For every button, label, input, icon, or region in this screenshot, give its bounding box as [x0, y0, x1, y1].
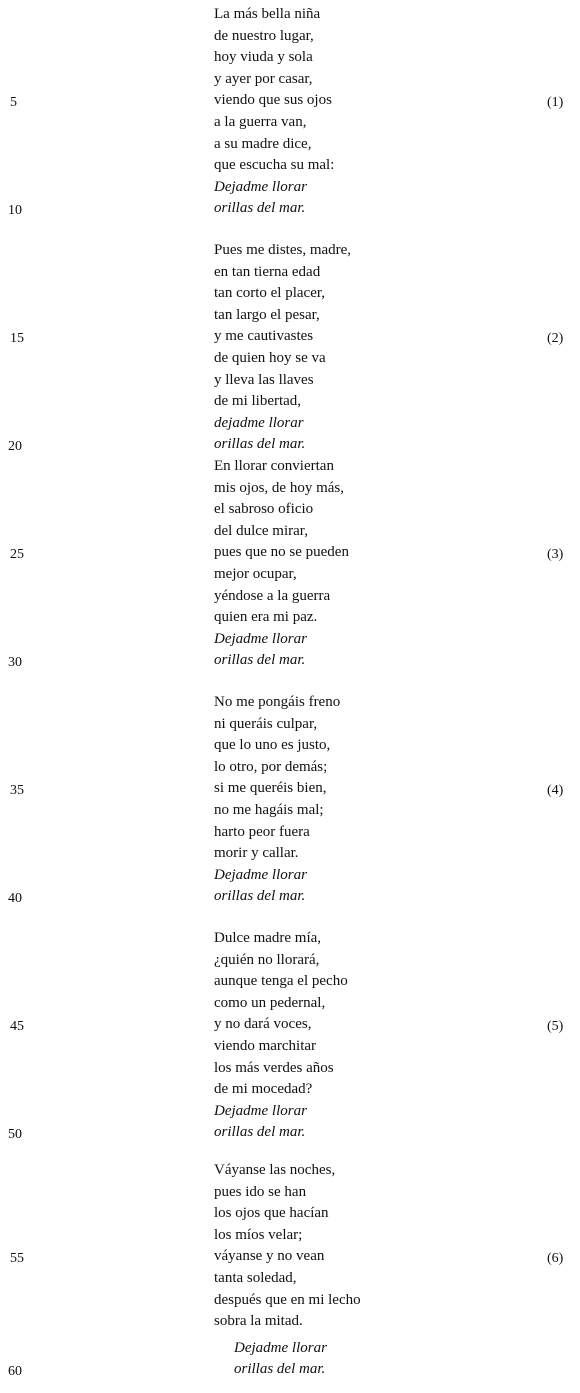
stanza-marker: (3)	[547, 547, 564, 563]
line-number: 5	[10, 95, 17, 111]
stanza-marker: (1)	[547, 95, 564, 111]
line-number: 30	[8, 655, 22, 671]
verse-line: no me hagáis mal;	[214, 802, 324, 818]
line-number: 25	[10, 547, 24, 563]
verse-line: y me cautivastes	[214, 328, 314, 345]
verse-line: tan largo el pesar,	[214, 306, 320, 323]
verse-line: en tan tierna edad	[214, 263, 321, 280]
line-number: 55	[10, 1251, 24, 1267]
stanza-marker: (5)	[547, 1019, 564, 1035]
verse-line: tan corto el placer,	[214, 285, 326, 302]
refrain-line: Dejadme llorar	[214, 866, 307, 883]
refrain-line: orillas del mar.	[214, 1124, 306, 1141]
verse-line: después que en mi lecho	[214, 1291, 361, 1308]
verse-line: de mi mocedad?	[214, 1081, 313, 1098]
line-number: 40	[8, 891, 22, 907]
line-number: 45	[10, 1019, 24, 1035]
line-number: 50	[8, 1127, 22, 1143]
refrain-line: Dejadme llorar	[234, 1340, 327, 1356]
verse-line: mis ojos, de hoy más,	[214, 479, 344, 496]
verse-line: que escucha su mal:	[214, 157, 335, 174]
verse-line: morir y callar.	[214, 845, 299, 862]
refrain-line: Dejadme llorar	[214, 630, 307, 647]
refrain-line: orillas del mar.	[214, 200, 306, 217]
verse-line: a su madre dice,	[214, 135, 312, 152]
verse-line: que lo uno es justo,	[214, 737, 331, 754]
verse-line: ¿quién no llorará,	[214, 951, 320, 968]
refrain-line: dejadme llorar	[214, 414, 304, 431]
line-number: 15	[10, 331, 24, 347]
verse-line: Pues me distes, madre,	[214, 242, 352, 258]
verse-line: quien era mi paz.	[214, 609, 318, 626]
line-number: 10	[8, 203, 22, 219]
refrain-line: orillas del mar.	[214, 652, 306, 669]
verse-line: Dulce madre mía,	[214, 930, 322, 946]
verse-line: a la guerra van,	[214, 114, 307, 130]
stanza-marker: (6)	[547, 1251, 564, 1267]
refrain-line: orillas del mar.	[234, 1361, 326, 1377]
verse-line: de mi libertad,	[214, 393, 302, 410]
verse-line: viendo que sus ojos	[214, 92, 332, 109]
verse-line: La más bella niña	[214, 6, 321, 22]
verse-line: de nuestro lugar,	[214, 27, 314, 44]
verse-line: sobra la mitad.	[214, 1313, 303, 1330]
verse-line: y no dará voces,	[214, 1016, 312, 1033]
verse-line: pues ido se han	[214, 1183, 307, 1200]
verse-line: de quien hoy se va	[214, 350, 326, 366]
verse-line: como un pedernal,	[214, 994, 326, 1011]
line-number: 20	[8, 439, 22, 455]
verse-line: lo otro, por demás;	[214, 758, 328, 775]
verse-line: En llorar conviertan	[214, 458, 334, 474]
verse-line: viendo marchitar	[214, 1038, 317, 1054]
verse-line: ni queráis culpar,	[214, 715, 318, 732]
verse-line: váyanse y no vean	[214, 1248, 325, 1265]
verse-line: el sabroso oficio	[214, 501, 314, 518]
verse-line: yéndose a la guerra	[214, 587, 331, 604]
verse-line: aunque tenga el pecho	[214, 973, 348, 990]
verse-line: harto peor fuera	[214, 823, 310, 840]
verse-line: los míos velar;	[214, 1226, 303, 1243]
verse-line: y ayer por casar,	[214, 70, 313, 87]
line-number: 35	[10, 783, 24, 799]
verse-line: pues que no se pueden	[214, 544, 349, 561]
verse-line: si me queréis bien,	[214, 780, 327, 797]
refrain-line: orillas del mar.	[214, 436, 306, 453]
verse-line: del dulce mirar,	[214, 522, 308, 539]
refrain-line: Dejadme llorar	[214, 1102, 307, 1119]
verse-line: mejor ocupar,	[214, 566, 297, 582]
stanza-marker: (4)	[547, 783, 564, 799]
verse-line: los ojos que hacían	[214, 1205, 329, 1222]
verse-line: y lleva las llaves	[214, 371, 314, 388]
refrain-line: orillas del mar.	[214, 888, 306, 905]
verse-line: hoy viuda y sola	[214, 49, 313, 66]
line-number: 60	[8, 1364, 22, 1379]
verse-line: Váyanse las noches,	[214, 1162, 336, 1178]
refrain-line: Dejadme llorar	[214, 178, 307, 195]
verse-line: tanta soledad,	[214, 1270, 297, 1286]
verse-line: No me pongáis freno	[214, 694, 341, 710]
verse-line: los más verdes años	[214, 1059, 334, 1076]
stanza-marker: (2)	[547, 331, 564, 347]
